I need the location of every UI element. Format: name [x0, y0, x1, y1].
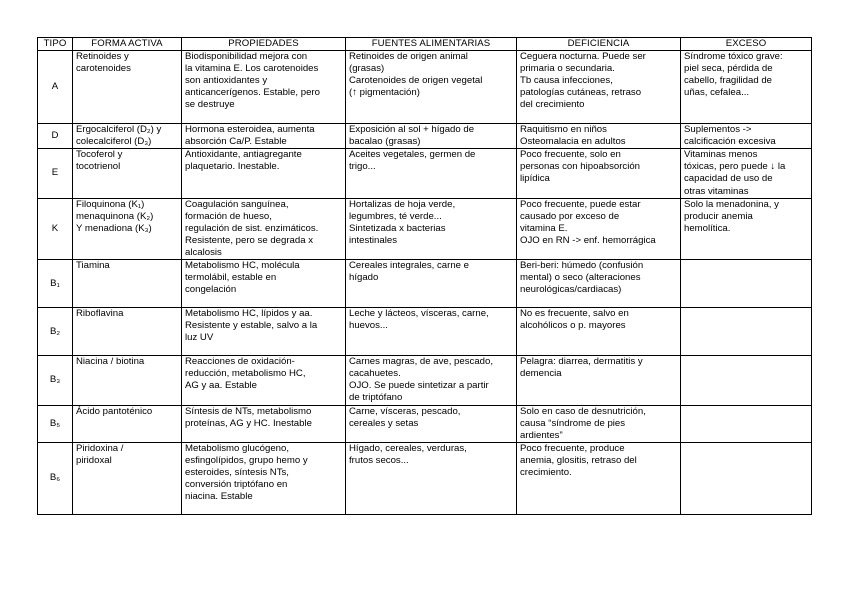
- cell-line: esfingolípidos, grupo hemo y: [185, 454, 308, 466]
- table-row: [38, 260, 812, 308]
- vitamins-table: [37, 37, 812, 515]
- cell-line: vitamina E.: [520, 222, 568, 234]
- cell-line: esteroides, síntesis NTs,: [185, 466, 289, 478]
- fuentes-cell: [346, 308, 517, 356]
- cell-line: tocotrienol: [76, 161, 121, 173]
- cell-line: proteínas, AG y HC. Inestable: [185, 417, 312, 429]
- tipo-cell: B₆: [38, 442, 73, 514]
- cell-line: colecalciferol (D₃): [76, 136, 152, 148]
- deficiencia-cell: [517, 308, 681, 356]
- cell-line: Tb causa infecciones,: [520, 75, 613, 87]
- propiedades-cell: [182, 260, 346, 308]
- tipo-cell: E: [38, 149, 73, 198]
- cell-line: intestinales: [349, 234, 397, 246]
- propiedades-cell: [182, 356, 346, 405]
- cell-line: Pelagra: diarrea, dermatitis y: [520, 356, 643, 368]
- tipo-cell: K: [38, 198, 73, 259]
- cell-line: Raquitismo en niños: [520, 124, 607, 136]
- deficiencia-cell: [517, 149, 681, 198]
- tipo-cell: B₅: [38, 405, 73, 442]
- table-row: [38, 149, 812, 198]
- table-row: [38, 356, 812, 405]
- deficiencia-cell: [517, 356, 681, 405]
- cell-line: Antioxidante, antiagregante: [185, 149, 302, 161]
- cell-line: hígado: [349, 272, 379, 284]
- deficiencia-cell: [517, 51, 681, 124]
- cell-line: Poco frecuente, puede estar: [520, 198, 641, 210]
- table-row: [38, 51, 812, 124]
- cell-line: causado por exceso de: [520, 210, 620, 222]
- cell-line: Carne, vísceras, pescado,: [349, 405, 461, 417]
- cell-line: Reacciones de oxidación-: [185, 356, 295, 368]
- cell-line: piridoxal: [76, 454, 112, 466]
- cell-line: luz UV: [185, 332, 214, 344]
- cell-line: (↑ pigmentación): [349, 87, 420, 99]
- cell-line: Solo la menadonina, y: [684, 198, 779, 210]
- fuentes-cell: [346, 124, 517, 149]
- cell-line: reducción, metabolismo HC,: [185, 368, 306, 380]
- fuentes-cell: [346, 149, 517, 198]
- cell-line: Síntesis de NTs, metabolismo: [185, 405, 312, 417]
- forma-activa-cell: [73, 308, 182, 356]
- cell-line: congelación: [185, 284, 237, 296]
- cell-line: Sintetizada x bacterias: [349, 222, 446, 234]
- cell-line: cereales y setas: [349, 417, 419, 429]
- cell-line: Hortalizas de hoja verde,: [349, 198, 456, 210]
- cell-line: Y menadiona (K₃): [76, 222, 152, 234]
- cell-line: Biodisponibilidad mejora con: [185, 51, 308, 63]
- propiedades-cell: [182, 308, 346, 356]
- forma-activa-cell: [73, 124, 182, 149]
- exceso-cell: [681, 51, 812, 124]
- exceso-cell: [681, 260, 812, 308]
- cell-line: hemolítica.: [684, 222, 731, 234]
- cell-line: termolábil, estable en: [185, 272, 277, 284]
- cell-line: Tiamina: [76, 260, 110, 272]
- cell-line: primaria o secundaria.: [520, 63, 615, 75]
- cell-line: legumbres, té verde...: [349, 210, 442, 222]
- table-row: [38, 405, 812, 442]
- header-row: [38, 38, 812, 51]
- cell-line: Exposición al sol + hígado de: [349, 124, 475, 136]
- deficiencia-cell: [517, 260, 681, 308]
- deficiencia-cell: [517, 198, 681, 259]
- header-fuentes-alimentarias: FUENTES ALIMENTARIAS: [346, 38, 517, 51]
- cell-line: Poco frecuente, solo en: [520, 149, 621, 161]
- exceso-cell: [681, 124, 812, 149]
- forma-activa-cell: [73, 149, 182, 198]
- fuentes-cell: [346, 51, 517, 124]
- cell-line: capacidad de uso de: [684, 173, 773, 185]
- cell-line: Niacina / biotina: [76, 356, 145, 368]
- fuentes-cell: [346, 442, 517, 514]
- cell-line: Riboflavina: [76, 308, 124, 320]
- fuentes-cell: [346, 198, 517, 259]
- cell-line: Retinoides y: [76, 51, 129, 63]
- fuentes-cell: [346, 405, 517, 442]
- cell-line: ardientes”: [520, 429, 563, 441]
- table-row: [38, 308, 812, 356]
- table-row: [38, 124, 812, 149]
- cell-line: Resistente, pero se degrada x: [185, 234, 313, 246]
- cell-line: AG y aa. Estable: [185, 380, 257, 392]
- forma-activa-cell: [73, 405, 182, 442]
- cell-line: menaquinona (K₂): [76, 210, 154, 222]
- cell-line: Carotenoides de origen vegetal: [349, 75, 483, 87]
- cell-line: OJO en RN -> enf. hemorrágica: [520, 234, 656, 246]
- cell-line: uñas, cefalea...: [684, 87, 750, 99]
- cell-line: No es frecuente, salvo en: [520, 308, 629, 320]
- cell-line: Tocoferol y: [76, 149, 123, 161]
- cell-line: cabello, fragilidad de: [684, 75, 773, 87]
- tipo-cell: A: [38, 51, 73, 124]
- cell-line: absorción Ca/P. Estable: [185, 136, 287, 148]
- fuentes-cell: [346, 260, 517, 308]
- cell-line: carotenoides: [76, 63, 131, 75]
- cell-line: niacina. Estable: [185, 491, 253, 503]
- cell-line: Ergocalciferol (D₂) y: [76, 124, 162, 136]
- cell-line: anticancerígenos. Estable, pero: [185, 87, 320, 99]
- cell-line: Carnes magras, de ave, pescado,: [349, 356, 493, 368]
- tipo-cell: B₁: [38, 260, 73, 308]
- cell-line: huevos...: [349, 320, 388, 332]
- cell-line: Cereales integrales, carne e: [349, 260, 469, 272]
- cell-line: Beri-beri: húmedo (confusión: [520, 260, 644, 272]
- cell-line: lipídica: [520, 173, 550, 185]
- header-forma-activa: FORMA ACTIVA: [73, 38, 182, 51]
- exceso-cell: [681, 442, 812, 514]
- cell-line: Metabolismo glucógeno,: [185, 442, 289, 454]
- forma-activa-cell: [73, 51, 182, 124]
- deficiencia-cell: [517, 405, 681, 442]
- propiedades-cell: [182, 149, 346, 198]
- cell-line: trigo...: [349, 161, 376, 173]
- cell-line: Hígado, cereales, verduras,: [349, 442, 467, 454]
- cell-line: Piridoxina /: [76, 442, 124, 454]
- cell-line: tóxicas, pero puede ↓ la: [684, 161, 786, 173]
- propiedades-cell: [182, 198, 346, 259]
- cell-line: frutos secos...: [349, 454, 409, 466]
- exceso-cell: [681, 356, 812, 405]
- exceso-cell: [681, 198, 812, 259]
- cell-line: Leche y lácteos, vísceras, carne,: [349, 308, 489, 320]
- cell-line: Síndrome tóxico grave:: [684, 51, 783, 63]
- cell-line: producir anemia: [684, 210, 753, 222]
- cell-line: anemia, glositis, retraso del: [520, 454, 637, 466]
- cell-line: de triptófano: [349, 392, 403, 404]
- cell-line: Aceites vegetales, germen de: [349, 149, 476, 161]
- header-propiedades: PROPIEDADES: [182, 38, 346, 51]
- header-exceso: EXCESO: [681, 38, 812, 51]
- cell-line: Hormona esteroidea, aumenta: [185, 124, 315, 136]
- fuentes-cell: [346, 356, 517, 405]
- exceso-cell: [681, 405, 812, 442]
- cell-line: cacahuetes.: [349, 368, 401, 380]
- cell-line: Metabolismo HC, lípidos y aa.: [185, 308, 313, 320]
- table-row: [38, 198, 812, 259]
- cell-line: la vitamina E. Los carotenoides: [185, 63, 319, 75]
- propiedades-cell: [182, 51, 346, 124]
- cell-line: se destruye: [185, 99, 235, 111]
- cell-line: OJO. Se puede sintetizar a partir: [349, 380, 489, 392]
- cell-line: Poco frecuente, produce: [520, 442, 625, 454]
- cell-line: Suplementos ->: [684, 124, 752, 136]
- cell-line: patologías cutáneas, retraso: [520, 87, 642, 99]
- cell-line: calcificación excesiva: [684, 136, 776, 148]
- cell-line: alcohólicos o p. mayores: [520, 320, 626, 332]
- cell-line: Filoquinona (K₁): [76, 198, 145, 210]
- cell-line: son antioxidantes y: [185, 75, 268, 87]
- propiedades-cell: [182, 442, 346, 514]
- exceso-cell: [681, 149, 812, 198]
- forma-activa-cell: [73, 198, 182, 259]
- header-tipo: TIPO: [38, 38, 73, 51]
- cell-line: alcalosis: [185, 247, 222, 259]
- cell-line: Ceguera nocturna. Puede ser: [520, 51, 646, 63]
- tipo-cell: B₂: [38, 308, 73, 356]
- cell-line: bacalao (grasas): [349, 136, 421, 148]
- cell-line: mental) o seco (alteraciones: [520, 272, 641, 284]
- cell-line: Osteomalacia en adultos: [520, 136, 626, 148]
- cell-line: conversión triptófano en: [185, 479, 288, 491]
- propiedades-cell: [182, 124, 346, 149]
- cell-line: Resistente y estable, salvo a la: [185, 320, 318, 332]
- tipo-cell: D: [38, 124, 73, 149]
- cell-line: Metabolismo HC, molécula: [185, 260, 300, 272]
- propiedades-cell: [182, 405, 346, 442]
- cell-line: regulación de sist. enzimáticos.: [185, 222, 319, 234]
- forma-activa-cell: [73, 442, 182, 514]
- cell-line: neurológicas/cardiacas): [520, 284, 622, 296]
- cell-line: Solo en caso de desnutrición,: [520, 405, 646, 417]
- cell-line: Ácido pantoténico: [76, 405, 153, 417]
- cell-line: crecimiento.: [520, 466, 572, 478]
- deficiencia-cell: [517, 124, 681, 149]
- cell-line: demencia: [520, 368, 562, 380]
- cell-line: formación de hueso,: [185, 210, 272, 222]
- cell-line: Coagulación sanguínea,: [185, 198, 289, 210]
- cell-line: personas con hipoabsorción: [520, 161, 641, 173]
- tipo-cell: B₃: [38, 356, 73, 405]
- cell-line: Vitaminas menos: [684, 149, 758, 161]
- deficiencia-cell: [517, 442, 681, 514]
- header-deficiencia: DEFICIENCIA: [517, 38, 681, 51]
- table-row: [38, 442, 812, 514]
- cell-line: del crecimiento: [520, 99, 585, 111]
- cell-line: plaquetario. Inestable.: [185, 161, 280, 173]
- cell-line: causa “síndrome de pies: [520, 417, 626, 429]
- forma-activa-cell: [73, 260, 182, 308]
- cell-line: Retinoides de origen animal: [349, 51, 468, 63]
- forma-activa-cell: [73, 356, 182, 405]
- exceso-cell: [681, 308, 812, 356]
- cell-line: otras vitaminas: [684, 185, 749, 197]
- cell-line: piel seca, pérdida de: [684, 63, 773, 75]
- cell-line: (grasas): [349, 63, 385, 75]
